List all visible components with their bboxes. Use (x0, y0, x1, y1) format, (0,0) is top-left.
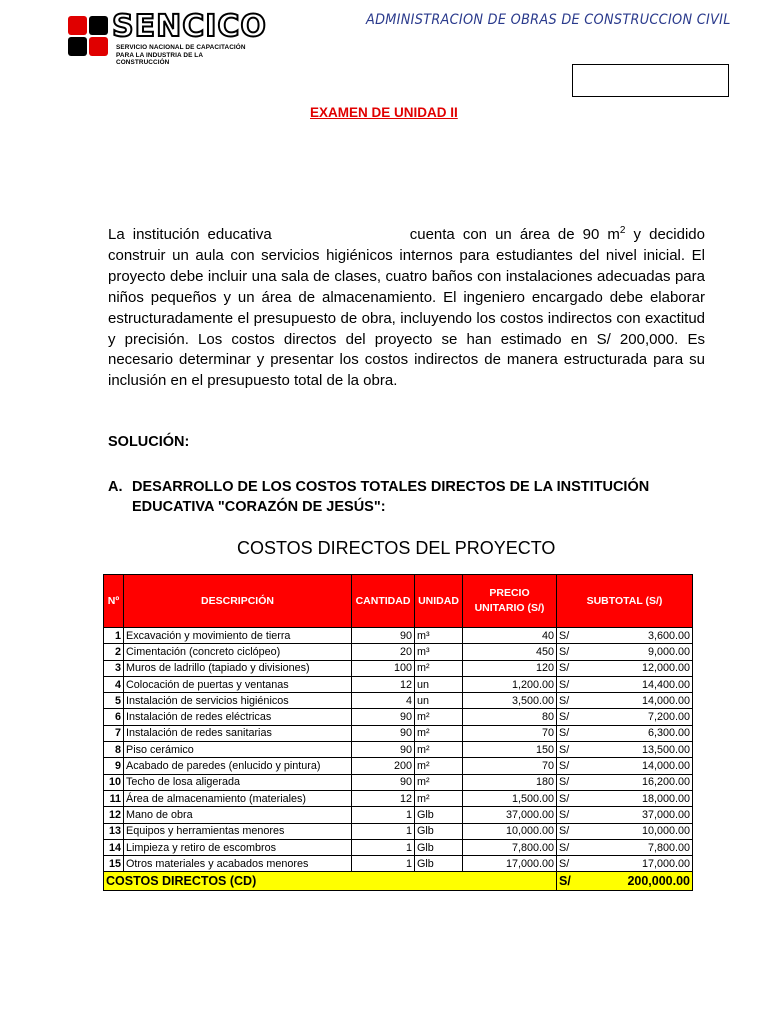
row-number: 11 (104, 790, 124, 806)
row-subtotal: 9,000.00 (580, 644, 693, 660)
row-subtotal: 14,000.00 (580, 693, 693, 709)
total-value: 200,000.00 (580, 872, 693, 891)
row-description: Equipos y herramientas menores (124, 823, 352, 839)
solution-label: SOLUCIÓN: (108, 434, 190, 450)
table-row (104, 644, 693, 660)
row-subtotal: 17,000.00 (580, 856, 693, 872)
row-number: 5 (104, 693, 124, 709)
row-number: 4 (104, 676, 124, 692)
row-unit: m² (415, 790, 463, 806)
row-unit-price: 17,000.00 (463, 856, 557, 872)
table-row (104, 725, 693, 741)
table-body (104, 628, 693, 872)
header-precio-line2: UNITARIO (S/) (474, 602, 545, 614)
row-number: 3 (104, 660, 124, 676)
row-description: Techo de losa aligerada (124, 774, 352, 790)
row-number: 13 (104, 823, 124, 839)
row-description: Instalación de servicios higiénicos (124, 693, 352, 709)
row-currency: S/ (557, 709, 580, 725)
header-n: Nº (104, 575, 124, 628)
row-description: Acabado de paredes (enlucido y pintura) (124, 758, 352, 774)
row-unit-price: 7,800.00 (463, 839, 557, 855)
row-unit: m² (415, 774, 463, 790)
table-row (104, 742, 693, 758)
row-number: 7 (104, 725, 124, 741)
row-subtotal: 12,000.00 (580, 660, 693, 676)
table-row (104, 628, 693, 644)
table-row (104, 660, 693, 676)
row-unit-price: 180 (463, 774, 557, 790)
row-unit-price: 1,500.00 (463, 790, 557, 806)
row-quantity: 4 (352, 693, 415, 709)
header-unidad: UNIDAD (415, 575, 463, 628)
row-quantity: 1 (352, 839, 415, 855)
row-unit: m² (415, 709, 463, 725)
row-number: 9 (104, 758, 124, 774)
row-description: Colocación de puertas y ventanas (124, 676, 352, 692)
row-subtotal: 7,800.00 (580, 839, 693, 855)
row-quantity: 200 (352, 758, 415, 774)
row-number: 8 (104, 742, 124, 758)
row-quantity: 12 (352, 790, 415, 806)
section-letter: A. (108, 479, 123, 495)
row-quantity: 100 (352, 660, 415, 676)
row-unit: Glb (415, 839, 463, 855)
header-precio (463, 575, 557, 628)
direct-costs-table (103, 574, 693, 891)
row-unit-price: 120 (463, 660, 557, 676)
row-number: 15 (104, 856, 124, 872)
table-row (104, 823, 693, 839)
row-quantity: 20 (352, 644, 415, 660)
row-currency: S/ (557, 774, 580, 790)
row-quantity: 1 (352, 856, 415, 872)
row-number: 2 (104, 644, 124, 660)
row-currency: S/ (557, 693, 580, 709)
statement-part3: y decidido construir un aula con servicios higiénicos internos para estudiantes del nivel inicial. El proyecto debe incluir una sala de clases, cuatro baños con instalaciones adecuadas para niños pequeños y un área de almacenamiento. El ingeniero encargado debe elaborar estructuradamente el presupuesto de obra, incluyendo los costos indirectos con exactitud y precisión. Los costos directos del proyecto se han estimado en S/ 200,000. Es necesario determinar y presentar los costos indirectos de manera estructurada para su inclusión en el presupuesto total de la obra. (108, 226, 705, 390)
row-unit-price: 450 (463, 644, 557, 660)
logo-emblem-tile-icon (68, 16, 87, 35)
row-description: Excavación y movimiento de tierra (124, 628, 352, 644)
row-unit: m³ (415, 628, 463, 644)
row-subtotal: 3,600.00 (580, 628, 693, 644)
row-unit-price: 150 (463, 742, 557, 758)
row-currency: S/ (557, 807, 580, 823)
row-subtotal: 18,000.00 (580, 790, 693, 806)
total-row (104, 872, 693, 891)
section-a-heading (108, 477, 708, 517)
statement-part1: La institución educativa (108, 226, 272, 243)
row-unit-price: 37,000.00 (463, 807, 557, 823)
problem-statement (108, 225, 705, 392)
table-title: COSTOS DIRECTOS DEL PROYECTO (237, 538, 556, 558)
row-unit: m³ (415, 644, 463, 660)
total-currency: S/ (557, 872, 580, 891)
table-row (104, 676, 693, 692)
row-number: 12 (104, 807, 124, 823)
row-quantity: 90 (352, 709, 415, 725)
row-currency: S/ (557, 742, 580, 758)
row-number: 10 (104, 774, 124, 790)
row-unit: Glb (415, 856, 463, 872)
row-subtotal: 6,300.00 (580, 725, 693, 741)
row-quantity: 1 (352, 807, 415, 823)
row-subtotal: 14,000.00 (580, 758, 693, 774)
row-unit: Glb (415, 823, 463, 839)
row-subtotal: 16,200.00 (580, 774, 693, 790)
row-number: 6 (104, 709, 124, 725)
row-unit: m² (415, 660, 463, 676)
row-currency: S/ (557, 644, 580, 660)
row-currency: S/ (557, 758, 580, 774)
row-unit-price: 40 (463, 628, 557, 644)
table-row (104, 856, 693, 872)
table-row (104, 807, 693, 823)
row-unit: m² (415, 758, 463, 774)
row-unit-price: 1,200.00 (463, 676, 557, 692)
row-subtotal: 7,200.00 (580, 709, 693, 725)
header-descripcion: DESCRIPCIÓN (124, 575, 352, 628)
row-currency: S/ (557, 725, 580, 741)
row-description: Mano de obra (124, 807, 352, 823)
sencico-logo (68, 9, 267, 66)
row-description: Cimentación (concreto ciclópeo) (124, 644, 352, 660)
logo-subtitle-line2: PARA LA INDUSTRIA DE LA CONSTRUCCIÓN (116, 51, 203, 66)
student-code-box (572, 64, 729, 97)
row-currency: S/ (557, 628, 580, 644)
row-subtotal: 10,000.00 (580, 823, 693, 839)
table-row (104, 693, 693, 709)
row-currency: S/ (557, 839, 580, 855)
row-description: Instalación de redes eléctricas (124, 709, 352, 725)
header-precio-line1: PRECIO (489, 587, 530, 599)
row-currency: S/ (557, 790, 580, 806)
row-unit: m² (415, 742, 463, 758)
row-description: Área de almacenamiento (materiales) (124, 790, 352, 806)
row-unit-price: 3,500.00 (463, 693, 557, 709)
total-label: COSTOS DIRECTOS (CD) (104, 872, 557, 891)
logo-emblem-icon (68, 16, 108, 56)
header-subtotal: SUBTOTAL (S/) (557, 575, 693, 628)
row-subtotal: 14,400.00 (580, 676, 693, 692)
row-currency: S/ (557, 676, 580, 692)
row-quantity: 90 (352, 725, 415, 741)
logo-subtitle-line1: SERVICIO NACIONAL DE CAPACITACIÓN (116, 44, 246, 51)
row-unit-price: 80 (463, 709, 557, 725)
row-quantity: 12 (352, 676, 415, 692)
row-unit-price: 70 (463, 758, 557, 774)
row-unit: un (415, 693, 463, 709)
row-description: Muros de ladrillo (tapiado y divisiones) (124, 660, 352, 676)
logo-emblem-tile-icon (89, 16, 108, 35)
row-unit: un (415, 676, 463, 692)
logo-subtitle (116, 44, 254, 67)
table-row (104, 758, 693, 774)
row-quantity: 90 (352, 742, 415, 758)
table-row (104, 709, 693, 725)
row-description: Limpieza y retiro de escombros (124, 839, 352, 855)
table-row (104, 839, 693, 855)
row-currency: S/ (557, 823, 580, 839)
row-description: Instalación de redes sanitarias (124, 725, 352, 741)
course-title: ADMINISTRACION DE OBRAS DE CONSTRUCCION CIVIL (366, 12, 731, 28)
row-subtotal: 13,500.00 (580, 742, 693, 758)
row-description: Otros materiales y acabados menores (124, 856, 352, 872)
table-header-row (104, 575, 693, 628)
row-subtotal: 37,000.00 (580, 807, 693, 823)
exam-title: EXAMEN DE UNIDAD II (310, 105, 458, 120)
row-unit-price: 10,000.00 (463, 823, 557, 839)
row-currency: S/ (557, 660, 580, 676)
row-number: 1 (104, 628, 124, 644)
section-a-text: DESARROLLO DE LOS COSTOS TOTALES DIRECTOS DE LA INSTITUCIÓN EDUCATIVA "CORAZÓN DE JESÚS": (132, 479, 650, 515)
row-quantity: 90 (352, 774, 415, 790)
row-unit-price: 70 (463, 725, 557, 741)
row-number: 14 (104, 839, 124, 855)
row-currency: S/ (557, 856, 580, 872)
row-description: Piso cerámico (124, 742, 352, 758)
header-cantidad: CANTIDAD (352, 575, 415, 628)
table-row (104, 774, 693, 790)
statement-superscript: 2 (619, 225, 626, 236)
row-quantity: 1 (352, 823, 415, 839)
table-row (104, 790, 693, 806)
row-quantity: 90 (352, 628, 415, 644)
statement-part2: cuenta con un área de 90 m (409, 226, 620, 243)
row-unit: m² (415, 725, 463, 741)
logo-emblem-tile-icon (68, 37, 87, 56)
logo-name: SENCICO (112, 9, 267, 44)
row-unit: Glb (415, 807, 463, 823)
logo-emblem-tile-icon (89, 37, 108, 56)
